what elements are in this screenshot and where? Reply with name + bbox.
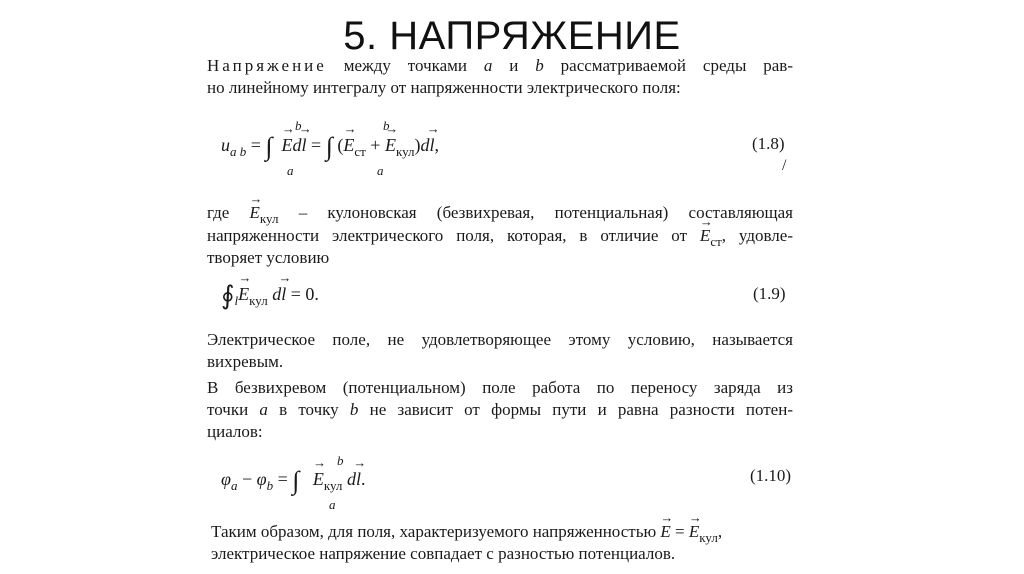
equation-number-1-9: (1.9) [753, 284, 786, 303]
paragraph-3-line-1: Электрическое поле, не удовлетворяющее этому условию, называется [207, 330, 793, 349]
comma: , [434, 135, 440, 155]
pen-mark: / [782, 157, 787, 174]
text: , удовле- [721, 226, 793, 245]
paragraph-2-line-3: творяет условию [207, 248, 330, 267]
symbol-phi: φ [221, 469, 231, 489]
symbol-phi: φ [256, 469, 267, 489]
text: = 0. [286, 284, 319, 304]
subscript-l: l [234, 293, 239, 308]
text: напряженности электрического поля, которая, в отличие от [207, 226, 700, 245]
vector-l: → l [430, 135, 435, 156]
text: точки [207, 400, 260, 419]
upper-limit: b [383, 118, 390, 133]
subscript-kul: кул [395, 144, 415, 159]
paragraph-1-line-1 [207, 56, 793, 76]
vector-E: → E [385, 135, 396, 156]
subscript: a b [230, 144, 247, 159]
integral-sign: ∫ [292, 466, 300, 495]
integral-sign: ∫ [265, 132, 273, 161]
point-b: b [349, 400, 359, 419]
subscript-a: a [230, 478, 238, 493]
scanned-page [207, 0, 807, 574]
minus: − [237, 469, 257, 489]
symbol-d: d [420, 135, 430, 155]
vector-l: → l [281, 284, 286, 305]
lower-limit: a [377, 163, 384, 178]
text: не зависит от формы пути и равна разности потен- [358, 400, 793, 419]
equals: = [670, 522, 689, 541]
vector-l: → l [356, 469, 361, 490]
period: . [360, 469, 366, 489]
upper-limit: b [337, 453, 344, 468]
equation-1-10 [221, 466, 365, 496]
vector-E: → E [689, 522, 699, 542]
upper-limit: b [295, 118, 302, 133]
symbol-d: d [346, 469, 356, 489]
vector-E: → E [700, 226, 710, 246]
vector-E: → E [282, 135, 293, 156]
symbol-d: d [292, 135, 302, 155]
paragraph-4-line-3: циалов: [207, 422, 263, 441]
term-voltage: Напряжение [207, 56, 327, 75]
paragraph-5-line-2: электрическое напряжение совпадает с разностью потенциалов. [211, 544, 676, 563]
paragraph-3-line-2: вихревым. [207, 352, 284, 371]
vector-E: → E [343, 135, 354, 156]
equation-1-8 [221, 132, 439, 162]
text: где [207, 203, 250, 222]
paragraph-4-line-1: В безвихревом (потенциальном) поле работа по переносу заряда из [207, 378, 793, 397]
point-b: b [535, 56, 544, 75]
equation-number-1-10: (1.10) [750, 466, 792, 485]
lower-limit: a [287, 163, 294, 178]
symbol-u: u [221, 135, 230, 155]
vector-E: → E [250, 203, 260, 223]
text: и [492, 56, 536, 75]
paragraph-1-line-2: но линейному интегралу от напряженности электрического поля: [207, 78, 681, 97]
text: в точку [267, 400, 350, 419]
subscript-kul: кул [249, 293, 268, 308]
contour-integral-sign: ∮ [221, 281, 235, 310]
slide-title: 5. НАПРЯЖЕНИЕ [343, 14, 681, 58]
point-a: a [259, 400, 268, 419]
subscript-kul: кул [323, 478, 343, 493]
paren: ( [332, 135, 344, 155]
plus: + [365, 135, 385, 155]
subscript-kul: кул [699, 530, 718, 545]
equation-number-1-8: (1.8) [752, 134, 785, 153]
text: – кулоновская (безвихревая, потенциальная) составляющая [278, 203, 793, 222]
lower-limit: a [329, 497, 336, 512]
equals: = [273, 469, 293, 489]
comma: , [717, 522, 723, 541]
equals: = [306, 135, 326, 155]
vector-E: → E [660, 522, 670, 542]
point-a: a [483, 56, 493, 75]
text: Таким образом, для поля, характеризуемого напряженностью [211, 522, 661, 541]
text: между точками [326, 56, 484, 75]
subscript-st: ст [354, 144, 366, 159]
subscript-kul: кул [259, 211, 279, 226]
subscript-st: ст [710, 234, 722, 249]
paren: ) [414, 135, 421, 155]
equals: = [246, 135, 266, 155]
vector-l: → l [302, 135, 307, 156]
equation-1-9 [221, 281, 319, 311]
text: рассматриваемой среды рав- [543, 56, 793, 75]
vector-E: → E [313, 469, 324, 490]
subscript-b: b [266, 478, 274, 493]
paragraph-4-line-2 [207, 400, 793, 420]
integral-sign: ∫ [325, 132, 333, 161]
symbol-d: d [272, 284, 282, 304]
vector-E: → E [238, 284, 249, 305]
